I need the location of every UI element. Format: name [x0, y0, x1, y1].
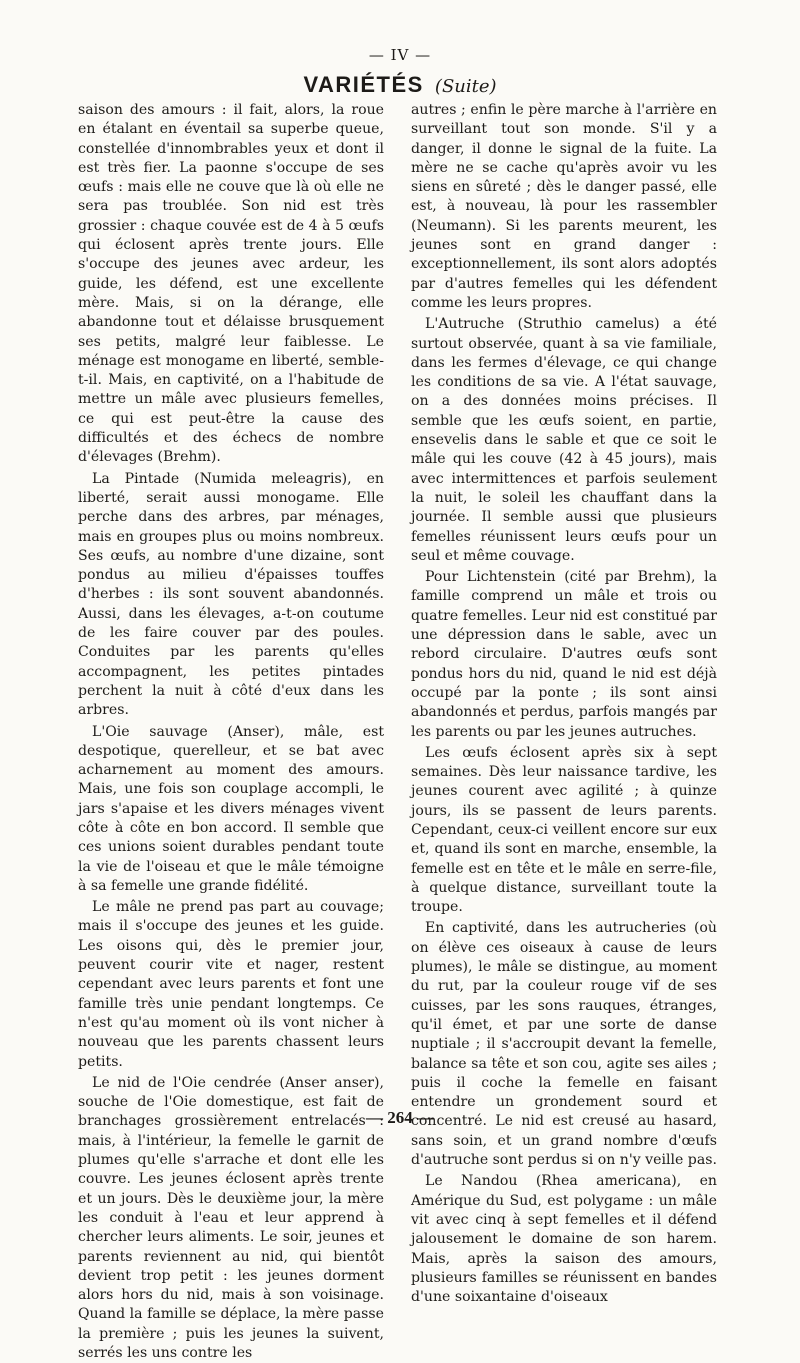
paragraph: La Pintade (Numida meleagris), en liberté, serait aussi monogame. Elle perche dans des arbres, par ménages, mais en groupes plus ou moins nombreux. Ses œufs, au nombre d'une dizaine, sont pondus au milieu d'épaisses touffes d'herbes : ils sont souvent abandonnés. Aussi, dans les élevages, a-t-on coutume de les faire couver par des poules. Conduites par les parents qu'elles accompagnent, les petites pintades perchent la nuit à côté d'eux dans les arbres. — [78, 470, 384, 719]
section-title: VARIÉTÉS — [303, 72, 424, 97]
paragraph: Le nid de l'Oie cendrée (Anser anser), souche de l'Oie domestique, est fait de branchages grossièrement entrelacés : mais, à l'intérieur, la femelle le garnit de plumes qu'elle s'arrache et dont elle les couvre. Les jeunes éclosent après trente et un jours. Dès le deuxième jour, la mère les conduit à l'eau et leur apprend à chercher leurs aliments. Le soir, jeunes et parents reviennent au nid, qui bientôt devient trop petit : les jeunes dorment alors hors du nid, mais à son voisinage. Quand la famille se déplace, la mère passe la première ; puis les jeunes la suivent, serrés les uns contre les — [78, 1074, 384, 1361]
paragraph: L'Autruche (Struthio camelus) a été surtout observée, quant à sa vie familiale, dans les fermes d'élevage, ce qui change les conditions de sa vie. A l'état sauvage, on a des données moins précises. Il semble que les œufs soient, en partie, ensevelis dans le sable et que ce soit le mâle qui les couve (42 à 45 jours), mais avec intermittences et parfois seulement la nuit, le soleil les chauffant dans la journée. Il semble aussi que plusieurs femelles réunissent leurs œufs pour un seul et même couvage. — [411, 316, 717, 564]
paragraph: Les œufs éclosent après six à sept semaines. Dès leur naissance tardive, les jeunes courent avec agilité ; à quinze jours, ils se passent de leurs parents. Cependant, ceux-ci veillent encore sur eux et, quand ils sont en marche, ensemble, la femelle est en tête et le mâle en serre-file, à quelque distance, surveillant toute la troupe. — [411, 744, 717, 916]
paragraph: Le Nandou (Rhea americana), en Amérique du Sud, est polygame : un mâle vit avec cinq à sept femelles et il défend jalousement le domaine de son harem. Mais, après la saison des amours, plusieurs familles se réunissent en bandes d'une soixantaine d'oiseaux — [411, 1173, 717, 1306]
paragraph: L'Oie sauvage (Anser), mâle, est despotique, querelleur, et se bat avec acharnement au moment des amours. Mais, une fois son couplage accompli, le jars s'apaise et les divers ménages vivent côte à côte en bon accord. Il semble que ces unions soient durables pendant toute la vie de l'oiseau et que le mâle témoigne à sa femelle une grande fidélité. — [78, 723, 384, 894]
paragraph: Le mâle ne prend pas part au couvage; mais il s'occupe des jeunes et les guide. Les oisons qui, dès le premier jour, peuvent courir vite et nager, restent cependant avec leurs parents et font une famille très unie pendant longtemps. Ce n'est qu'au moment où ils vont nicher à nouveau que les parents chassent leurs petits. — [78, 899, 384, 1070]
page-number-top: — IV — — [368, 46, 432, 64]
paragraph: Pour Lichtenstein (cité par Brehm), la famille comprend un mâle et trois ou quatre femelles. Leur nid est constitué par une dépression dans le sable, avec un rebord circulaire. D'autres œufs sont pondus hors du nid, quand le nid est déjà occupé par la ponte ; ils sont ainsi abandonnés et perdus, parfois mangés par les parents ou par les jeunes autruches. — [411, 569, 717, 740]
paragraph: En captivité, dans les autrucheries (où on élève ces oiseaux à cause de leurs plumes), le mâle se distingue, au moment du rut, par la couleur rouge vif de ses cuisses, par les sons rauques, étranges, qu'il émet, et par une sorte de danse nuptiale ; il s'accroupit devant la femelle, balance sa tête et son cou, agite ses ailes ; puis il coche la femelle en faisant entendre un grondement sourd et concentré. Le nid est creusé au hasard, sans soin, et un grand nombre d'œufs d'autruche sont perdus si on n'y veille pas. — [411, 920, 717, 1169]
section-header — [0, 72, 800, 98]
page-folio: — 264 — — [366, 1108, 434, 1127]
paragraph: saison des amours : il fait, alors, la roue en étalant en éventail sa superbe queue, constellée d'innombrables yeux et dont il est très fier. La paonne s'occupe de ses œufs : mais elle ne couve que là où elle ne sera pas troublée. Son nid est très grossier : chaque couvée est de 4 à 5 œufs qui éclosent après trente jours. Elle s'occupe des jeunes avec ardeur, les guide, les défend, est une excellente mère. Mais, si on la dérange, elle abandonne tout et délaisse brusquement ses petits, malgré leur faiblesse. Le ménage est monogame en liberté, semble-t-il. Mais, en captivité, on a l'habitude de mettre un mâle avec plusieurs femelles, ce qui est peut-être la cause des difficultés et des échecs de nombre d'élevages (Brehm). — [78, 102, 384, 466]
section-subtitle: (Suite) — [434, 76, 497, 97]
left-column — [78, 101, 384, 1363]
paragraph: autres ; enfin le père marche à l'arrière en surveillant tout son monde. S'il y a danger, il donne le signal de la fuite. La mère ne se cache qu'après avoir vu les siens en sûreté ; dès le danger passé, elle est, à nouveau, là pour les rassembler (Neumann). Si les parents meurent, les jeunes sont en grand danger : exceptionnellement, ils sont alors adoptés par d'autres femelles qui les défendent comme les leurs propres. — [411, 102, 717, 311]
